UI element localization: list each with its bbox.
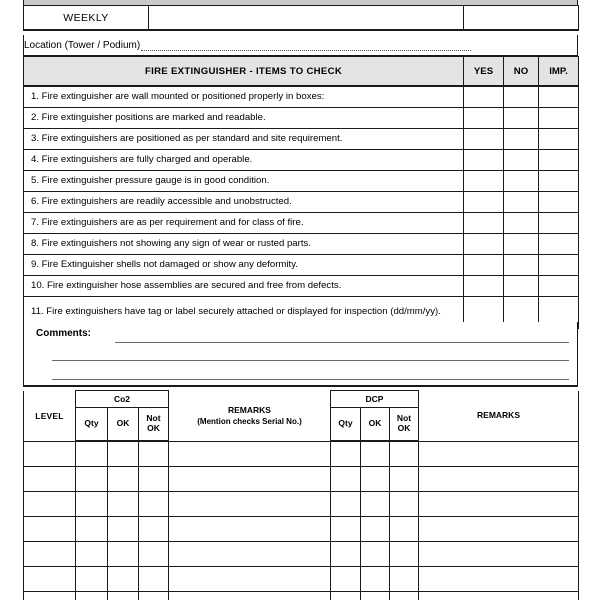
checklist-no-box[interactable] xyxy=(504,255,539,276)
checklist-item-label: 3. Fire extinguishers are positioned as per standard and site requirement. xyxy=(24,129,464,150)
header-dcp-ok: OK xyxy=(361,408,390,442)
cell-dcp-ok[interactable] xyxy=(361,567,390,592)
cell-dcp-qty[interactable] xyxy=(331,542,361,567)
cell-level[interactable] xyxy=(24,592,76,600)
comments-cell[interactable] xyxy=(24,322,578,386)
cell-co2-qty[interactable] xyxy=(76,517,108,542)
cell-dcp-qty[interactable] xyxy=(331,492,361,517)
column-header-imp: IMP. xyxy=(539,57,579,87)
header-remarks-co2 xyxy=(169,391,331,442)
cell-co2-not-ok[interactable] xyxy=(139,467,169,492)
cell-remarks-co2[interactable] xyxy=(169,592,331,600)
checklist-item-label: 7. Fire extinguishers are as per requirement and for class of fire. xyxy=(24,213,464,234)
cell-remarks-dcp[interactable] xyxy=(419,517,579,542)
checklist-no-box[interactable] xyxy=(504,192,539,213)
cell-co2-qty[interactable] xyxy=(76,467,108,492)
level-data-row xyxy=(24,567,579,592)
checklist-imp-box[interactable] xyxy=(539,150,579,171)
checklist-item-label: 1. Fire extinguisher are wall mounted or positioned properly in boxes: xyxy=(24,86,464,108)
level-data-row xyxy=(24,517,579,542)
checklist-row xyxy=(24,192,579,213)
frequency-right-cell[interactable] xyxy=(464,6,579,31)
checklist-no-box[interactable] xyxy=(504,86,539,108)
location-row xyxy=(24,35,578,56)
cell-co2-not-ok[interactable] xyxy=(139,517,169,542)
checklist-imp-box[interactable] xyxy=(539,213,579,234)
cell-level[interactable] xyxy=(24,542,76,567)
frequency-value-cell[interactable] xyxy=(149,6,464,31)
header-remarks-co2-main: REMARKS xyxy=(228,404,271,415)
checklist-imp-box[interactable] xyxy=(539,234,579,255)
comments-write-line-2[interactable] xyxy=(52,360,569,361)
column-header-no: NO xyxy=(504,57,539,87)
checklist-item-label: 5. Fire extinguisher pressure gauge is in good condition. xyxy=(24,171,464,192)
comments-table xyxy=(23,322,578,387)
checklist-row xyxy=(24,234,579,255)
comments-label: Comments: xyxy=(36,328,92,339)
cell-dcp-ok[interactable] xyxy=(361,492,390,517)
comments-area xyxy=(24,322,577,385)
cell-co2-qty[interactable] xyxy=(76,492,108,517)
cell-co2-not-ok[interactable] xyxy=(139,542,169,567)
checklist-yes-box[interactable] xyxy=(464,213,504,234)
location-leader-line xyxy=(141,41,471,51)
cell-dcp-not-ok[interactable] xyxy=(390,441,419,467)
level-data-row xyxy=(24,542,579,567)
cell-remarks-dcp[interactable] xyxy=(419,441,579,467)
header-dcp-qty: Qty xyxy=(331,408,361,442)
header-co2-qty: Qty xyxy=(76,408,108,442)
checklist-row xyxy=(24,255,579,276)
cell-dcp-ok[interactable] xyxy=(361,517,390,542)
cell-remarks-co2[interactable] xyxy=(169,467,331,492)
header-group-dcp: DCP xyxy=(331,391,419,408)
cell-dcp-qty[interactable] xyxy=(331,517,361,542)
checklist-row xyxy=(24,108,579,129)
checklist-imp-box[interactable] xyxy=(539,86,579,108)
cell-dcp-ok[interactable] xyxy=(361,592,390,600)
header-remarks-co2-sub: (Mention checks Serial No.) xyxy=(197,416,302,426)
cell-level[interactable] xyxy=(24,517,76,542)
checklist-yes-box[interactable] xyxy=(464,129,504,150)
cell-level[interactable] xyxy=(24,441,76,467)
cell-co2-ok[interactable] xyxy=(108,592,139,600)
cell-co2-ok[interactable] xyxy=(108,492,139,517)
checklist-imp-box[interactable] xyxy=(539,108,579,129)
checklist-no-box[interactable] xyxy=(504,171,539,192)
comments-row xyxy=(24,322,578,386)
checklist-row xyxy=(24,150,579,171)
frequency-row-table xyxy=(23,5,579,31)
cell-co2-qty[interactable] xyxy=(76,567,108,592)
checklist-row xyxy=(24,86,579,108)
checklist-imp-box[interactable] xyxy=(539,276,579,297)
checklist-yes-box[interactable] xyxy=(464,255,504,276)
checklist-yes-box[interactable] xyxy=(464,192,504,213)
cell-remarks-dcp[interactable] xyxy=(419,567,579,592)
checklist-title: FIRE EXTINGUISHER - ITEMS TO CHECK xyxy=(24,57,464,87)
cell-dcp-not-ok[interactable] xyxy=(390,567,419,592)
checklist-no-box[interactable] xyxy=(504,213,539,234)
cell-dcp-qty[interactable] xyxy=(331,592,361,600)
cell-dcp-not-ok[interactable] xyxy=(390,492,419,517)
level-quantities-table xyxy=(23,390,579,600)
checklist-yes-box[interactable] xyxy=(464,86,504,108)
cell-dcp-not-ok[interactable] xyxy=(390,467,419,492)
checklist-row xyxy=(24,213,579,234)
cell-remarks-co2[interactable] xyxy=(169,441,331,467)
checklist-yes-box[interactable] xyxy=(464,276,504,297)
cell-remarks-dcp[interactable] xyxy=(419,542,579,567)
header-remarks-dcp: REMARKS xyxy=(419,391,579,442)
checklist-row xyxy=(24,129,579,150)
level-group-header-row xyxy=(24,391,579,408)
comments-write-line-1[interactable] xyxy=(115,342,569,343)
header-co2-not-ok: Not OK xyxy=(139,408,169,442)
cell-remarks-dcp[interactable] xyxy=(419,467,579,492)
cell-co2-not-ok[interactable] xyxy=(139,567,169,592)
cell-level[interactable] xyxy=(24,467,76,492)
cell-remarks-co2[interactable] xyxy=(169,492,331,517)
checklist-imp-box[interactable] xyxy=(539,255,579,276)
checklist-yes-box[interactable] xyxy=(464,171,504,192)
checklist-yes-box[interactable] xyxy=(464,150,504,171)
checklist-item-label: 2. Fire extinguisher positions are marked and readable. xyxy=(24,108,464,129)
checklist-item-label: 8. Fire extinguishers not showing any sign of wear or rusted parts. xyxy=(24,234,464,255)
header-group-co2: Co2 xyxy=(76,391,169,408)
checklist-item-label: 4. Fire extinguishers are fully charged and operable. xyxy=(24,150,464,171)
cell-co2-ok[interactable] xyxy=(108,567,139,592)
cell-co2-not-ok[interactable] xyxy=(139,441,169,467)
cell-dcp-not-ok[interactable] xyxy=(390,517,419,542)
level-data-row xyxy=(24,492,579,517)
cell-remarks-dcp[interactable] xyxy=(419,592,579,600)
checklist-item-label: 11. Fire extinguishers have tag or label securely attached or displayed for inspection (dd/mm/yy). xyxy=(24,297,464,329)
checklist-item-label: 6. Fire extinguishers are readily accessible and unobstructed. xyxy=(24,192,464,213)
checklist-no-box[interactable] xyxy=(504,108,539,129)
column-header-yes: YES xyxy=(464,57,504,87)
frequency-row xyxy=(24,6,579,31)
cell-level[interactable] xyxy=(24,567,76,592)
cell-dcp-qty[interactable] xyxy=(331,567,361,592)
cell-co2-ok[interactable] xyxy=(108,542,139,567)
level-data-row xyxy=(24,467,579,492)
comments-write-line-3[interactable] xyxy=(52,379,569,380)
cell-co2-ok[interactable] xyxy=(108,441,139,467)
cell-co2-ok[interactable] xyxy=(108,517,139,542)
cell-dcp-ok[interactable] xyxy=(361,441,390,467)
cell-dcp-ok[interactable] xyxy=(361,467,390,492)
checklist-yes-box[interactable] xyxy=(464,234,504,255)
cell-co2-qty[interactable] xyxy=(76,592,108,600)
checklist-imp-box[interactable] xyxy=(539,171,579,192)
level-data-row xyxy=(24,592,579,600)
cell-dcp-ok[interactable] xyxy=(361,542,390,567)
checklist-imp-box[interactable] xyxy=(539,192,579,213)
cell-remarks-co2[interactable] xyxy=(169,567,331,592)
checklist-no-box[interactable] xyxy=(504,129,539,150)
cell-level[interactable] xyxy=(24,492,76,517)
cell-co2-qty[interactable] xyxy=(76,441,108,467)
cell-dcp-not-ok[interactable] xyxy=(390,592,419,600)
level-data-row xyxy=(24,441,579,467)
checklist-header-row xyxy=(24,57,579,87)
cell-remarks-dcp[interactable] xyxy=(419,492,579,517)
checklist-item-label: 9. Fire Extinguisher shells not damaged or show any deformity. xyxy=(24,255,464,276)
checklist-no-box[interactable] xyxy=(504,234,539,255)
checklist-row xyxy=(24,171,579,192)
location-label: Location (Tower / Podium) xyxy=(24,39,141,51)
header-co2-ok: OK xyxy=(108,408,139,442)
location-cell[interactable] xyxy=(24,35,578,56)
cell-dcp-qty[interactable] xyxy=(331,441,361,467)
checklist-item-label: 10. Fire extinguisher hose assemblies are secured and free from defects. xyxy=(24,276,464,297)
cell-co2-not-ok[interactable] xyxy=(139,492,169,517)
checklist-imp-box[interactable] xyxy=(539,129,579,150)
location-row-table xyxy=(23,35,578,57)
checklist-table xyxy=(23,56,579,329)
cell-dcp-not-ok[interactable] xyxy=(390,542,419,567)
cell-co2-ok[interactable] xyxy=(108,467,139,492)
cell-co2-qty[interactable] xyxy=(76,542,108,567)
checklist-yes-box[interactable] xyxy=(464,108,504,129)
header-level: LEVEL xyxy=(24,391,76,442)
frequency-label-cell: WEEKLY xyxy=(24,6,149,31)
cell-dcp-qty[interactable] xyxy=(331,467,361,492)
checklist-row xyxy=(24,276,579,297)
cell-remarks-co2[interactable] xyxy=(169,542,331,567)
checklist-no-box[interactable] xyxy=(504,150,539,171)
cell-co2-not-ok[interactable] xyxy=(139,592,169,600)
cell-remarks-co2[interactable] xyxy=(169,517,331,542)
header-dcp-not-ok: Not OK xyxy=(390,408,419,442)
checklist-no-box[interactable] xyxy=(504,276,539,297)
